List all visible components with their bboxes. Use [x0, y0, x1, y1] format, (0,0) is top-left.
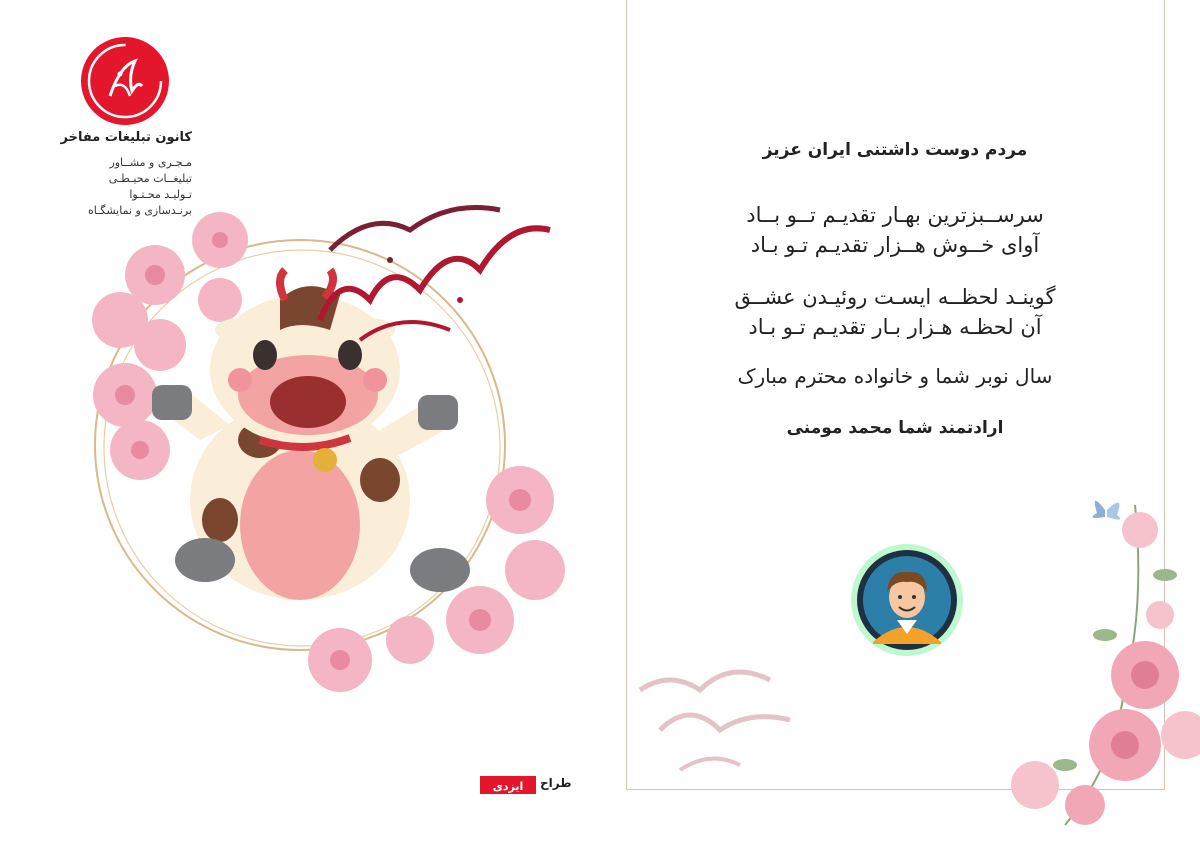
verse-line: گوینـد لحظــه ایسـت روئیـدن عشــق: [734, 285, 1056, 309]
poem-stanza: [640, 282, 1150, 342]
watermark-calligraphy: [630, 630, 800, 790]
greeting-title: مردم دوست داشتنی ایران عزیز: [762, 140, 1028, 160]
brand-name: کانون تبلیغات مفاخر: [60, 130, 192, 145]
greeting-poem: [640, 140, 1150, 438]
brand-desc-line: تبلیغــات محیـطـی: [108, 172, 192, 185]
butterfly-icon: [1093, 501, 1121, 520]
brand-desc-line: برنـدسازی و نمایشگـاه: [87, 204, 192, 217]
frame-left-line: [626, 0, 627, 790]
new-year-wish: سال نوبر شما و خانواده محترم مبارک: [737, 364, 1053, 388]
verse-line: آوای خــوش هــزار تقدیـم تـو بـاد: [750, 233, 1040, 257]
signature: ارادتمند شما محمد مومنی: [786, 418, 1004, 438]
brand-desc-line: تـولیـد محـتـوا: [129, 188, 192, 201]
calligraphy-title-art: [300, 190, 570, 350]
svg-text:ایزدی: ایزدی: [492, 780, 524, 793]
verse-line: آن لحظـه هـزار بـار تقدیـم تـو بـاد: [748, 315, 1042, 339]
brand-desc-line: مـجـری و مشــاور: [109, 156, 192, 169]
user-avatar-icon: [849, 542, 965, 658]
verse-line: سرســبزترین بهـار تقدیـم تــو بــاد: [746, 203, 1044, 227]
poem-stanza: [640, 200, 1150, 260]
designer-logo-icon: [480, 774, 536, 796]
calligraphy-logo-icon: [80, 36, 170, 126]
rose-branch-decoration: [1005, 485, 1200, 846]
designer-label: طراح: [540, 776, 572, 790]
